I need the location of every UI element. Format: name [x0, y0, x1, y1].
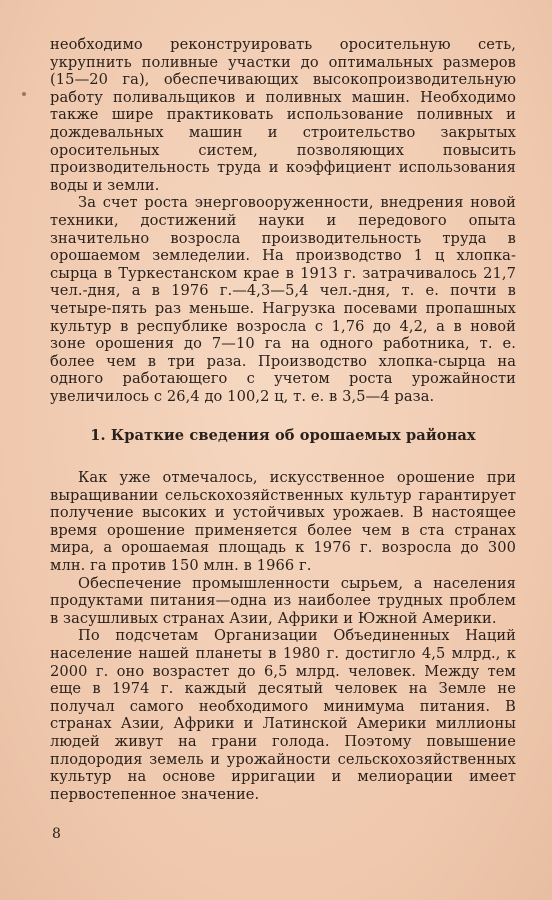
paragraph-continued: необходимо реконструировать оросительную сеть, укрупнить поливные участки до оптимальных размеров (15—20 га), обеспечивающих высокопроизводительную работу поливальщиков и поливных машин. Необходимо также шире практиковать использование поливных и дождевальных машин и строительство закрытых оросительных систем, позволяющих повысить производительность труда и коэффициент использования воды и земли.	[50, 36, 516, 194]
paragraph: Обеспечение промышленности сырьем, а населения продуктами питания—одна из наиболее трудных проблем в засушливых странах Азии, Африки и Южной Америки.	[50, 574, 516, 627]
page-body	[50, 36, 516, 803]
section-heading: 1. Краткие сведения об орошаемых районах	[90, 427, 476, 445]
page-number: 8	[52, 826, 61, 842]
paragraph: Как уже отмечалось, искусственное орошение при выращивании сельскохозяйственных культур гарантирует получение высоких и устойчивых урожаев. В настоящее время орошение применяется более чем в ста странах мира, а орошаемая площадь к 1976 г. возросла до 300 млн. га против 150 млн. в 1966 г.	[50, 469, 516, 575]
paragraph: За счет роста энерговооруженности, внедрения новой техники, достижений науки и передового опыта значительно возросла производительность труда в орошаемом земледелии. На производство 1 ц хлопка-сырца в Туркестанском крае в 1913 г. затрачивалось 21,7 чел.-дня, а в 1976 г.—4,3—5,4 чел.-дня, т. е. почти в четыре-пять раз меньше. Нагрузка посевами пропашных культур в республике возросла с 1,76 до 4,2, а в новой зоне орошения до 7—10 га на одного работника, т. е. более чем в три раза. Производство хлопка-сырца на одного работающего с учетом роста урожайности увеличилось с 26,4 до 100,2 ц, т. е. в 3,5—4 раза.	[50, 194, 516, 405]
print-speck	[22, 92, 26, 96]
paragraph: По подсчетам Организации Объединенных Наций население нашей планеты в 1980 г. достигло 4,5 млрд., к 2000 г. оно возрастет до 6,5 млрд. человек. Между тем еще в 1974 г. каждый десятый человек на Земле не получал самого необходимого минимума питания. В странах Азии, Африки и Латинской Америки миллионы людей живут на грани голода. Поэтому повышение плодородия земель и урожайности сельскохозяйственных культур на основе ирригации и мелиорации имеет первостепенное значение.	[50, 627, 516, 803]
